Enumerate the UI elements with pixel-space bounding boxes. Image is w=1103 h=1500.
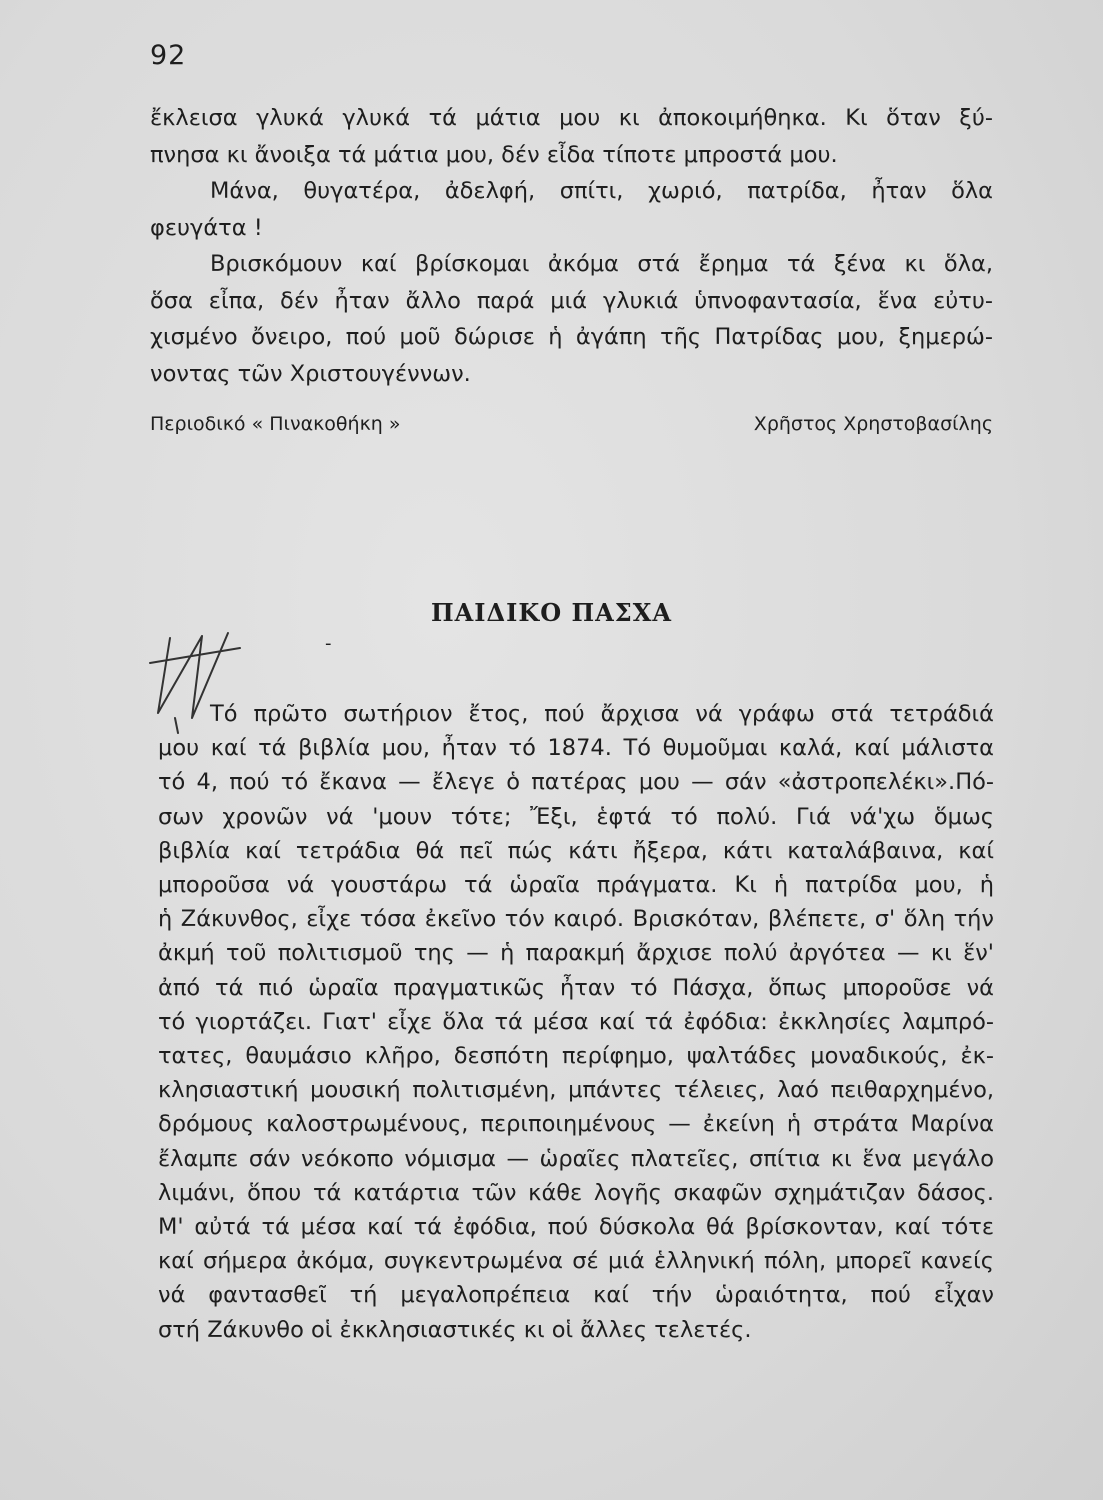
- text-line: ὅσα εἶπα, δέν ἦταν ἄλλο παρά μιά γλυκιά ὑπνοφαντασία, ἕνα εὐτυ-: [150, 287, 993, 314]
- text-line: κλησιαστική μουσική πολιτισμένη, μπάντες τέλειες, λαό πειθαρχημένο,: [158, 1077, 994, 1104]
- text-line: ἡ Ζάκυνθος, εἶχε τόσα ἐκεῖνο τόν καιρό. Βρισκόταν, βλέπετε, σ' ὅλη τήν: [158, 906, 994, 933]
- text-line: καί σήμερα ἀκόμα, συγκεντρωμένα σέ μιά ἑλληνική πόλη, μπορεῖ κανείς: [158, 1248, 994, 1275]
- text-line: φευγάτα !: [150, 214, 263, 241]
- text-line: Μάνα, θυγατέρα, ἀδελφή, σπίτι, χωριό, πατρίδα, ἦταν ὅλα: [210, 178, 993, 204]
- stray-mark: -: [325, 633, 332, 654]
- text-line: χισμένο ὄνειρο, πού μοῦ δώρισε ἡ ἀγάπη τῆς Πατρίδας μου, ξημερώ-: [150, 324, 993, 350]
- text-line: ἀπό τά πιό ὡραῖα πραγματικῶς ἦταν τό Πάσχα, ὅπως μποροῦσε νά: [158, 974, 994, 1001]
- text-line: λιμάνι, ὅπου τά κατάρτια τῶν κάθε λογῆς σκαφῶν σχημάτιζαν δάσος.: [158, 1179, 994, 1206]
- text-line: νά φαντασθεῖ τή μεγαλοπρέπεια καί τήν ὡραιότητα, πού εἶχαν: [158, 1282, 994, 1309]
- text-line: δρόμους καλοστρωμένους, περιποιημένους — ἐκείνη ἡ στράτα Μαρίνα: [158, 1111, 994, 1138]
- text-line: βιβλία καί τετράδια θά πεῖ πώς κάτι ἤξερα, κάτι καταλάβαινα, καί: [158, 837, 994, 864]
- text-line: τό 4, πού τό ἔκανα — ἔλεγε ὁ πατέρας μου — σάν «ἀστροπελέκι».Πό-: [158, 769, 994, 796]
- text-line: τατες, θαυμάσιο κλῆρο, δεσπότη περίφημο, ψαλτάδες μοναδικούς, ἐκ-: [158, 1043, 994, 1070]
- source-citation: Περιοδικό « Πινακοθήκη »: [150, 413, 401, 435]
- page-number: 92: [150, 40, 187, 71]
- attribution-row: [150, 410, 993, 438]
- previous-story-ending: [150, 100, 993, 392]
- text-line: πνησα κι ἄνοιξα τά μάτια μου, δέν εἶδα τίποτε μπροστά μου.: [150, 141, 838, 168]
- text-line: Μ' αὐτά τά μέσα καί τά ἐφόδια, πού δύσκολα θά βρίσκονταν, καί τότε: [158, 1214, 994, 1241]
- text-line: στή Ζάκυνθο οἱ ἐκκλησιαστικές κι οἱ ἄλλες τελετές.: [158, 1316, 752, 1343]
- text-line: Τό πρῶτο σωτήριον ἔτος, πού ἄρχισα νά γράφω στά τετράδιά: [210, 701, 994, 727]
- text-line: ἀκμή τοῦ πολιτισμοῦ της — ἡ παρακμή ἄρχισε πολύ ἀργότεα — κι ἕν': [158, 940, 994, 967]
- author-name: Χρῆστος Χρηστοβασίλης: [753, 413, 993, 435]
- text-line: νοντας τῶν Χριστουγέννων.: [150, 360, 471, 387]
- text-line: ἔλαμπε σάν νεόκοπο νόμισμα — ὡραῖες πλατεῖες, σπίτια κι ἕνα μεγάλο: [158, 1145, 994, 1172]
- story-title: ΠΑΙΔΙΚΟ ΠΑΣΧΑ: [431, 598, 672, 627]
- text-line: τό γιορτάζει. Γιατ' εἶχε ὅλα τά μέσα καί τά ἐφόδια: ἐκκλησίες λαμπρό-: [158, 1008, 994, 1035]
- text-line: μου καί τά βιβλία μου, ἦταν τό 1874. Τό θυμοῦμαι καλά, καί μάλιστα: [158, 735, 994, 762]
- text-line: ἔκλεισα γλυκά γλυκά τά μάτια μου κι ἀποκοιμήθηκα. Κι ὅταν ξύ-: [150, 105, 993, 131]
- text-line: σων χρονῶν νά 'μουν τότε; Ἔξι, ἑφτά τό πολύ. Γιά νά'χω ὅμως: [158, 803, 994, 830]
- story-body: [158, 697, 994, 1347]
- text-line: Βρισκόμουν καί βρίσκομαι ἀκόμα στά ἔρημα τά ξένα κι ὅλα,: [210, 251, 993, 277]
- text-line: μποροῦσα νά γουστάρω τά ὡραῖα πράγματα. Κι ἡ πατρίδα μου, ἡ: [158, 872, 994, 899]
